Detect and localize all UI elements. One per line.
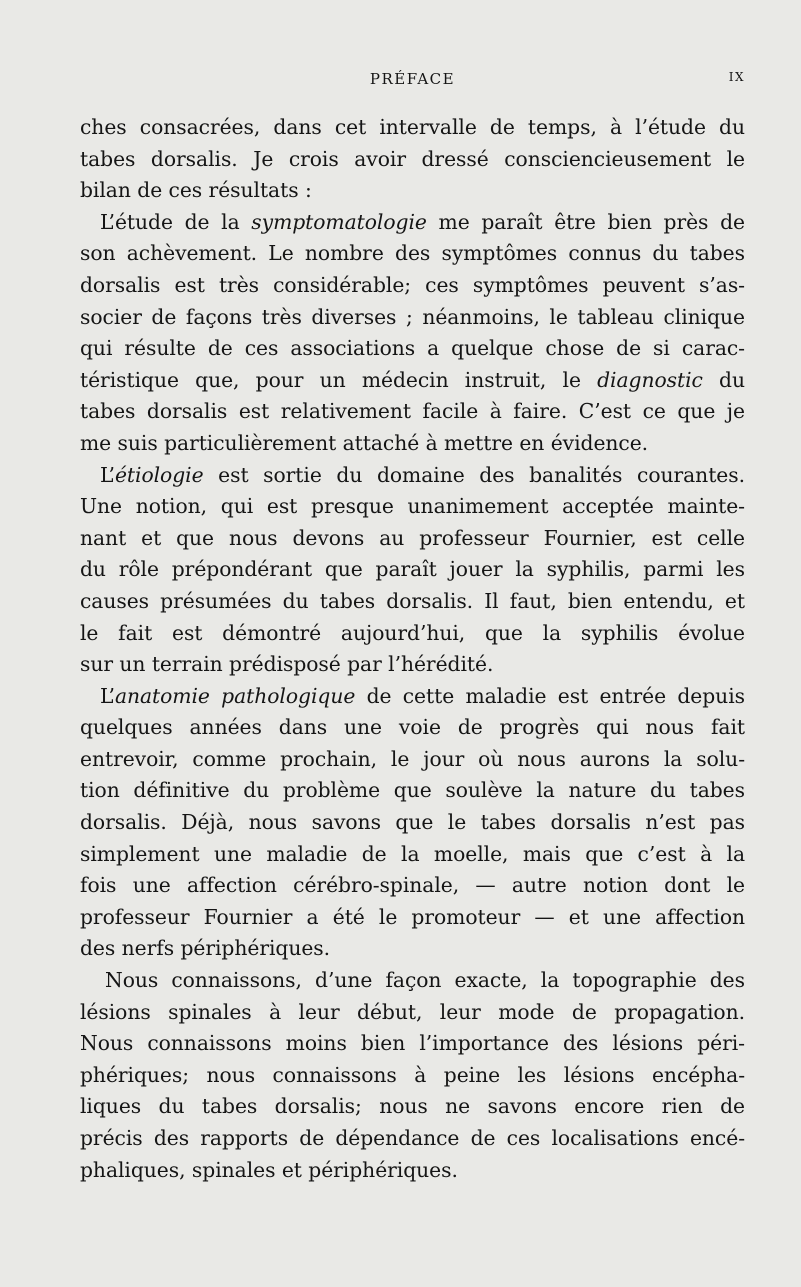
- emphasis-etiologie: étiologie: [114, 462, 204, 487]
- text-line: sur un terrain prédisposé par l’hérédité.: [80, 652, 494, 677]
- text-line: Nous connaissons, d’une façon exacte, la topographie des: [105, 968, 745, 993]
- text-fragment: me paraît être bien près de: [426, 209, 745, 234]
- text-line: ches consacrées, dans cet intervalle de temps, à l’étude du: [80, 115, 745, 139]
- text-line: causes présumées du tabes dorsalis. Il faut, bien entendu, et: [80, 588, 745, 613]
- text-line: liques du tabes dorsalis; nous ne savons encore rien de: [80, 1094, 745, 1119]
- text-fragment: L’étude de la: [100, 209, 252, 234]
- text-fragment: L’: [100, 462, 115, 487]
- text-line: bilan de ces résultats :: [80, 178, 312, 203]
- text-line: tabes dorsalis est relativement facile à faire. C’est ce que je: [80, 399, 745, 424]
- page-header: [80, 70, 745, 94]
- text-line: phaliques, spinales et périphériques.: [80, 1157, 458, 1182]
- text-line: phériques; nous connaissons à peine les lésions encépha-: [80, 1062, 745, 1087]
- text-line: entrevoir, comme prochain, le jour où nous aurons la solu-: [80, 746, 745, 771]
- text-line: lésions spinales à leur début, leur mode de propagation.: [80, 999, 745, 1024]
- emphasis-diagnostic: diagnostic: [597, 367, 703, 392]
- text-line: Une notion, qui est presque unanimement acceptée mainte-: [80, 494, 745, 519]
- diagnostic-line: [80, 365, 745, 397]
- text-line: professeur Fournier a été le promoteur — et une affection: [80, 904, 745, 929]
- text-line: nant et que nous devons au professeur Fournier, est celle: [80, 525, 745, 550]
- etiologie-line: [80, 460, 745, 492]
- running-title: PRÉFACE: [369, 70, 456, 88]
- text-line: quelques années dans une voie de progrès qui nous fait: [80, 715, 745, 740]
- symptomatologie-line: [80, 207, 745, 239]
- text-line: des nerfs périphériques.: [80, 936, 331, 961]
- text-line: dorsalis. Déjà, nous savons que le tabes dorsalis n’est pas: [80, 810, 745, 835]
- text-fragment: est sortie du domaine des banalités courantes.: [203, 462, 745, 487]
- emphasis-symptomatologie: symptomatologie: [251, 209, 427, 234]
- text-line: tabes dorsalis. Je crois avoir dressé consciencieusement le: [80, 146, 745, 171]
- text-fragment: de cette maladie est entrée depuis: [355, 683, 745, 708]
- text-line: me suis particulièrement attaché à mettre en évidence.: [80, 430, 649, 455]
- text-line: simplement une maladie de la moelle, mais que c’est à la: [80, 841, 745, 866]
- text-line: son achèvement. Le nombre des symptômes connus du tabes: [80, 241, 745, 266]
- text-line: du rôle prépondérant que paraît jouer la syphilis, parmi les: [80, 557, 745, 582]
- text-line: Nous connaissons moins bien l’importance des lésions péri-: [80, 1031, 745, 1056]
- text-line: socier de façons très diverses ; néanmoins, le tableau clinique: [80, 304, 745, 329]
- text-line: le fait est démontré aujourd’hui, que la syphilis évolue: [80, 620, 745, 645]
- page-number: IX: [728, 70, 745, 84]
- text-line: précis des rapports de dépendance de ces localisations encé-: [80, 1126, 745, 1150]
- text-line: dorsalis est très considérable; ces symptômes peuvent s’as-: [80, 272, 745, 297]
- text-fragment: du: [702, 367, 745, 392]
- text-line: tion définitive du problème que soulève la nature du tabes: [80, 778, 745, 803]
- text-line: fois une affection cérébro-spinale, — autre notion dont le: [80, 873, 745, 898]
- emphasis-anatomie: anatomie pathologique: [114, 683, 356, 708]
- text-fragment: téristique que, pour un médecin instruit, le: [80, 367, 598, 392]
- body-text: [80, 112, 745, 1186]
- anatomie-line: [80, 681, 745, 713]
- text-fragment: L’: [100, 683, 115, 708]
- text-line: qui résulte de ces associations a quelque chose de si carac-: [80, 336, 745, 361]
